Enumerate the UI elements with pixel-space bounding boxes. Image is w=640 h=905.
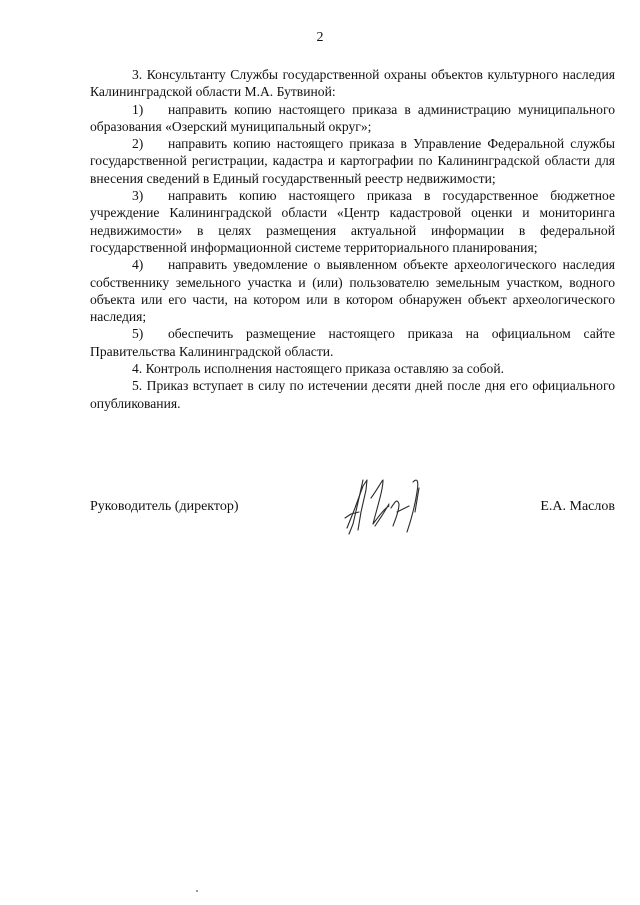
list-item (90, 256, 615, 325)
list-item (90, 325, 615, 360)
page-number: 2 (316, 30, 324, 45)
list-item-text: направить копию настоящего приказа в Управление Федеральной службы государственной регистрации, кадастра и картографии по Калининградской области для внесения сведений в Единый государственный реестр недвижимости; (90, 136, 615, 186)
list-item-text: направить копию настоящего приказа в государственное бюджетное учреждение Калининградской области «Центр кадастровой оценки и мониторинга недвижимости» в целях размещения актуальной информации в федеральной государственной информационной системе территориального планирования; (90, 188, 615, 255)
paragraph-4: 4. Контроль исполнения настоящего приказа оставляю за собой. (132, 361, 505, 377)
list-item-number: 5) (132, 326, 144, 342)
list-item (90, 135, 615, 187)
list-item-number: 4) (132, 257, 144, 273)
list-item-number: 2) (132, 136, 144, 152)
list-item (90, 187, 615, 256)
scan-speck (196, 890, 198, 892)
list-item-text: направить уведомление о выявленном объекте археологического наследия собственнику земельного участка и (или) пользователю земельным участком, водного объекта или его части, на котором или в котором обнаружен объект археологического наследия; (90, 257, 615, 325)
list-item-text: направить копию настоящего приказа в администрацию муниципального образования «Озерский муниципальный округ»; (90, 101, 615, 134)
signature-block (90, 497, 615, 521)
signatory-role: Руководитель (директор) (90, 499, 239, 514)
list-item (90, 101, 615, 136)
list-item-text: обеспечить размещение настоящего приказа на официальном сайте Правительства Калининградской области. (90, 326, 615, 359)
signatory-name: Е.А. Маслов (540, 499, 615, 514)
paragraph-3: 3. Консультанту Службы государственной охраны объектов культурного наследия Калининградской области М.А. Бутвиной: (90, 67, 615, 100)
paragraph-5: 5. Приказ вступает в силу по истечении десяти дней после дня его официального опубликования. (90, 378, 615, 411)
list-item-number: 3) (132, 188, 144, 204)
document-body (90, 66, 615, 412)
list-item-number: 1) (132, 101, 144, 117)
